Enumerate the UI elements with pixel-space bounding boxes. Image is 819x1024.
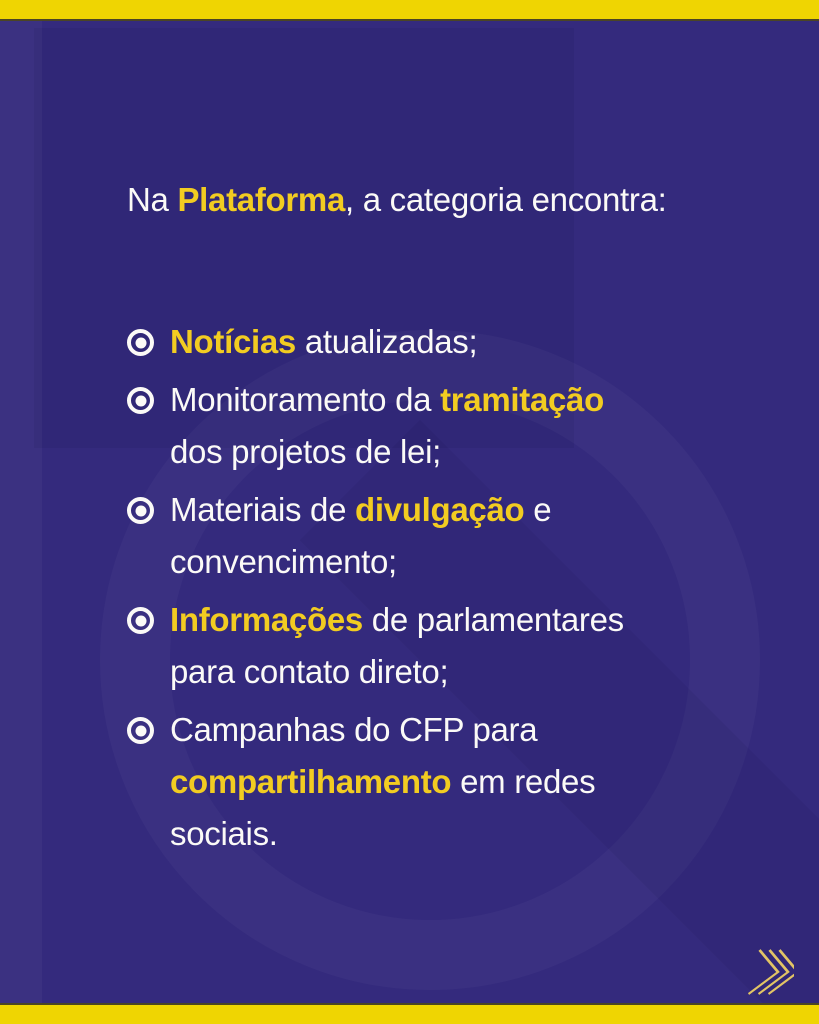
circle-dot-bullet-icon xyxy=(127,607,154,634)
benefits-list xyxy=(127,316,727,866)
list-item-text xyxy=(170,704,727,860)
text-segment: atualizadas; xyxy=(295,323,478,360)
text-segment: em redes xyxy=(451,763,596,800)
text-segment-accent: Plataforma xyxy=(177,181,346,218)
text-segment: de parlamentares xyxy=(362,601,624,638)
list-item-line xyxy=(170,374,727,426)
list-item-line xyxy=(170,426,727,478)
text-segment-accent: tramitação xyxy=(440,381,604,418)
list-item xyxy=(127,484,727,588)
list-item-line xyxy=(170,484,727,536)
bottom-accent-bar xyxy=(0,1003,819,1024)
list-item xyxy=(127,594,727,698)
circle-dot-bullet-icon xyxy=(127,387,154,414)
text-segment: dos projetos de lei; xyxy=(170,433,442,470)
list-item-text xyxy=(170,316,727,368)
list-item-text xyxy=(170,374,727,478)
list-item-line xyxy=(170,536,727,588)
text-segment-accent: Notícias xyxy=(170,323,296,360)
circle-dot-bullet-icon xyxy=(127,717,154,744)
text-segment-accent: Informações xyxy=(170,601,363,638)
text-segment-accent: divulgação xyxy=(355,491,525,528)
list-item-line xyxy=(170,704,727,756)
circle-dot-bullet-icon xyxy=(127,329,154,356)
list-item xyxy=(127,316,727,368)
list-item-line xyxy=(170,756,727,808)
text-segment: Monitoramento da xyxy=(170,381,441,418)
list-item xyxy=(127,704,727,860)
background-watermark-band xyxy=(0,21,42,1003)
text-segment: sociais. xyxy=(170,815,278,852)
text-segment: convencimento; xyxy=(170,543,397,580)
text-segment: Materiais de xyxy=(170,491,356,528)
text-segment: Campanhas do CFP para xyxy=(170,711,538,748)
list-item-line xyxy=(170,646,727,698)
list-item-text xyxy=(170,484,727,588)
text-segment: , a categoria encontra: xyxy=(345,181,667,218)
list-item-line xyxy=(170,594,727,646)
page-title xyxy=(127,178,747,222)
text-segment: e xyxy=(524,491,552,528)
chevrons-right-icon[interactable] xyxy=(742,946,794,998)
list-item-line xyxy=(170,316,727,368)
list-item-line xyxy=(170,808,727,860)
text-segment: para contato direto; xyxy=(170,653,449,690)
list-item xyxy=(127,374,727,478)
text-segment-accent: compartilhamento xyxy=(170,763,452,800)
list-item-text xyxy=(170,594,727,698)
circle-dot-bullet-icon xyxy=(127,497,154,524)
top-accent-bar xyxy=(0,0,819,21)
text-segment: Na xyxy=(127,181,178,218)
